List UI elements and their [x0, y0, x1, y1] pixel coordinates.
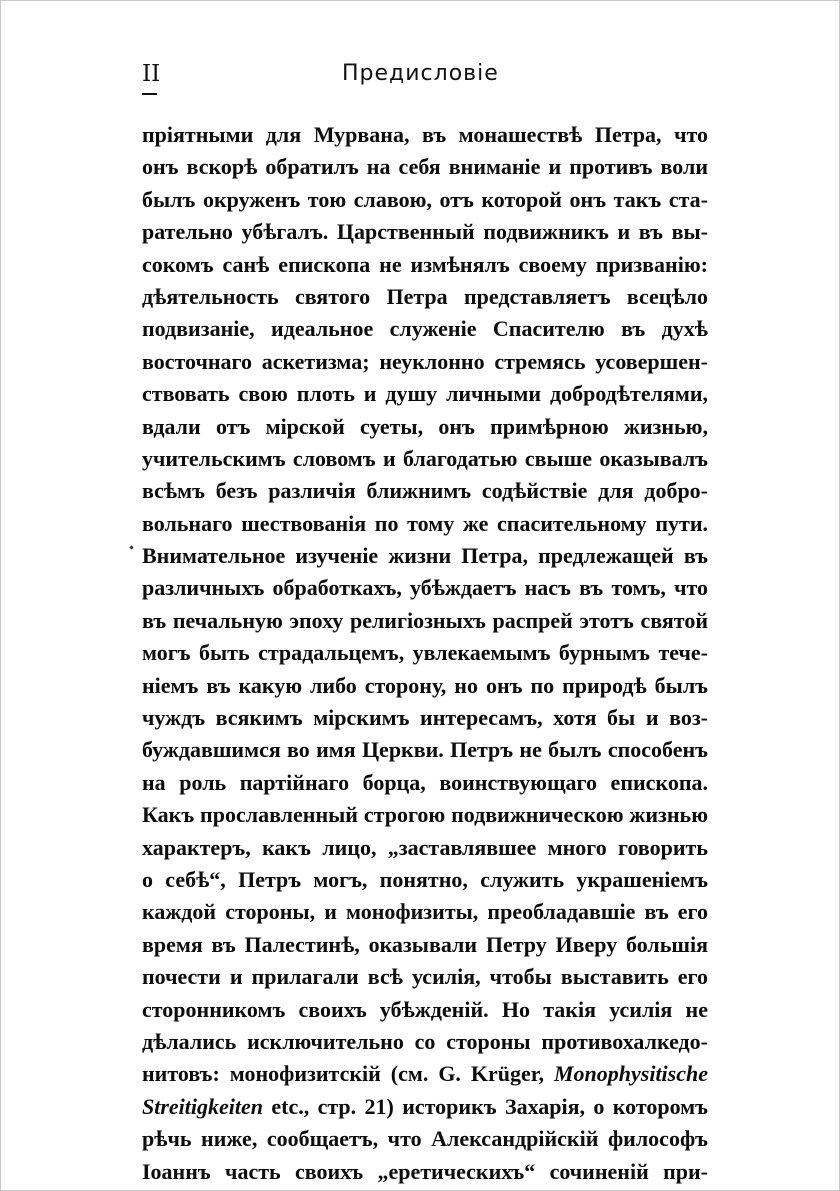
margin-speck [129, 545, 133, 549]
text-line: онъ вскорѣ обратилъ на себя вниманіе и противъ воли [142, 154, 708, 180]
page-number-underline [142, 93, 157, 95]
text-line: былъ окруженъ тою славою, отъ которой онъ такъ ста- [142, 186, 708, 212]
text-line: сторонникомъ своихъ убѣжденій. Но такія усилія не [142, 996, 708, 1022]
text-line: пріятными для Мурвана, въ монашествѣ Петра, что [142, 122, 708, 147]
citation-tail: etc., стр. 21) историкъ Захарія, о которомъ [271, 1093, 708, 1119]
text-line: вдали отъ мірской суеты, онъ примѣрною жизнью, [142, 413, 708, 439]
text-line: дѣятельность святого Петра представляетъ всецѣло [142, 283, 708, 309]
text-line: рательно убѣгалъ. Царственный подвижникъ и въ вы- [142, 219, 708, 245]
text-line: различныхъ обработкахъ, убѣждаетъ насъ въ томъ, что [142, 575, 708, 601]
text-line: чуждъ всякимъ мірскимъ интересамъ, хотя бы и воз- [142, 705, 708, 731]
text-line: вольнаго шествованія по тому же спасительному пути. [142, 510, 708, 536]
text-line-with-citation [142, 1058, 708, 1090]
text-line: могъ быть страдальцемъ, увлекаемымъ бурнымъ тече- [142, 640, 708, 666]
running-title: Предисловіе [342, 61, 499, 86]
text-line: ніемъ въ какую либо сторону, но онъ по природѣ былъ [142, 672, 708, 698]
text-line: время въ Палестинѣ, оказывали Петру Иверу большія [142, 931, 708, 957]
text-line: учительскимъ словомъ и благодатью свыше оказывалъ [142, 445, 708, 471]
text-line: рѣчь ниже, сообщаетъ, что Александрійскій философъ [142, 1126, 708, 1152]
text-line: сокомъ санѣ епископа не измѣнялъ своему призванію: [142, 251, 708, 277]
text-line: ствовать свою плоть и душу личными добродѣтелями, [142, 381, 708, 407]
text-line: подвизаніе, идеальное служеніе Спасителю въ духѣ [142, 316, 708, 342]
text-line: о себѣ“, Петръ могъ, понятно, служить украшеніемъ [142, 866, 708, 892]
text-line: дѣлались исключительно со стороны противохалкедо- [142, 1028, 708, 1054]
text-line: восточнаго аскетизма; неуклонно стремясь усовершен- [142, 348, 708, 374]
citation-lead: нитовъ: монофизитскій (см. G. Krüger, [142, 1061, 545, 1087]
text-line-with-citation [142, 1091, 708, 1123]
text-line: на роль партійнаго борца, воинствующаго епископа. [142, 769, 708, 795]
text-line: всѣмъ безъ различія ближнимъ содѣйствіе для добро- [142, 478, 708, 504]
text-line: Внимательное изученіе жизни Петра, предлежащей въ [142, 543, 708, 569]
text-line: въ печальную эпоху религіозныхъ распрей этотъ святой [142, 607, 708, 633]
text-line: каждой стороны, и монофизиты, преобладавшіе въ его [142, 899, 708, 925]
running-head [142, 61, 708, 93]
italic-title-part2: Streitigkeiten [142, 1093, 263, 1119]
text-line: Іоаннъ часть своихъ „еретическихъ“ сочиненій при- [142, 1158, 708, 1184]
text-line: почести и прилагали всѣ усилія, чтобы выставить его [142, 964, 708, 990]
text-line: Какъ прославленный строгою подвижническою жизнью [142, 802, 708, 828]
italic-title-part1: Monophysitische [553, 1061, 708, 1087]
text-line: буждавшимся во имя Церкви. Петръ не былъ способенъ [142, 737, 708, 763]
text-line: характеръ, какъ лицо, „заставлявшее много говорить [142, 834, 708, 860]
body-text [142, 119, 708, 1188]
page-number: II [142, 61, 161, 87]
